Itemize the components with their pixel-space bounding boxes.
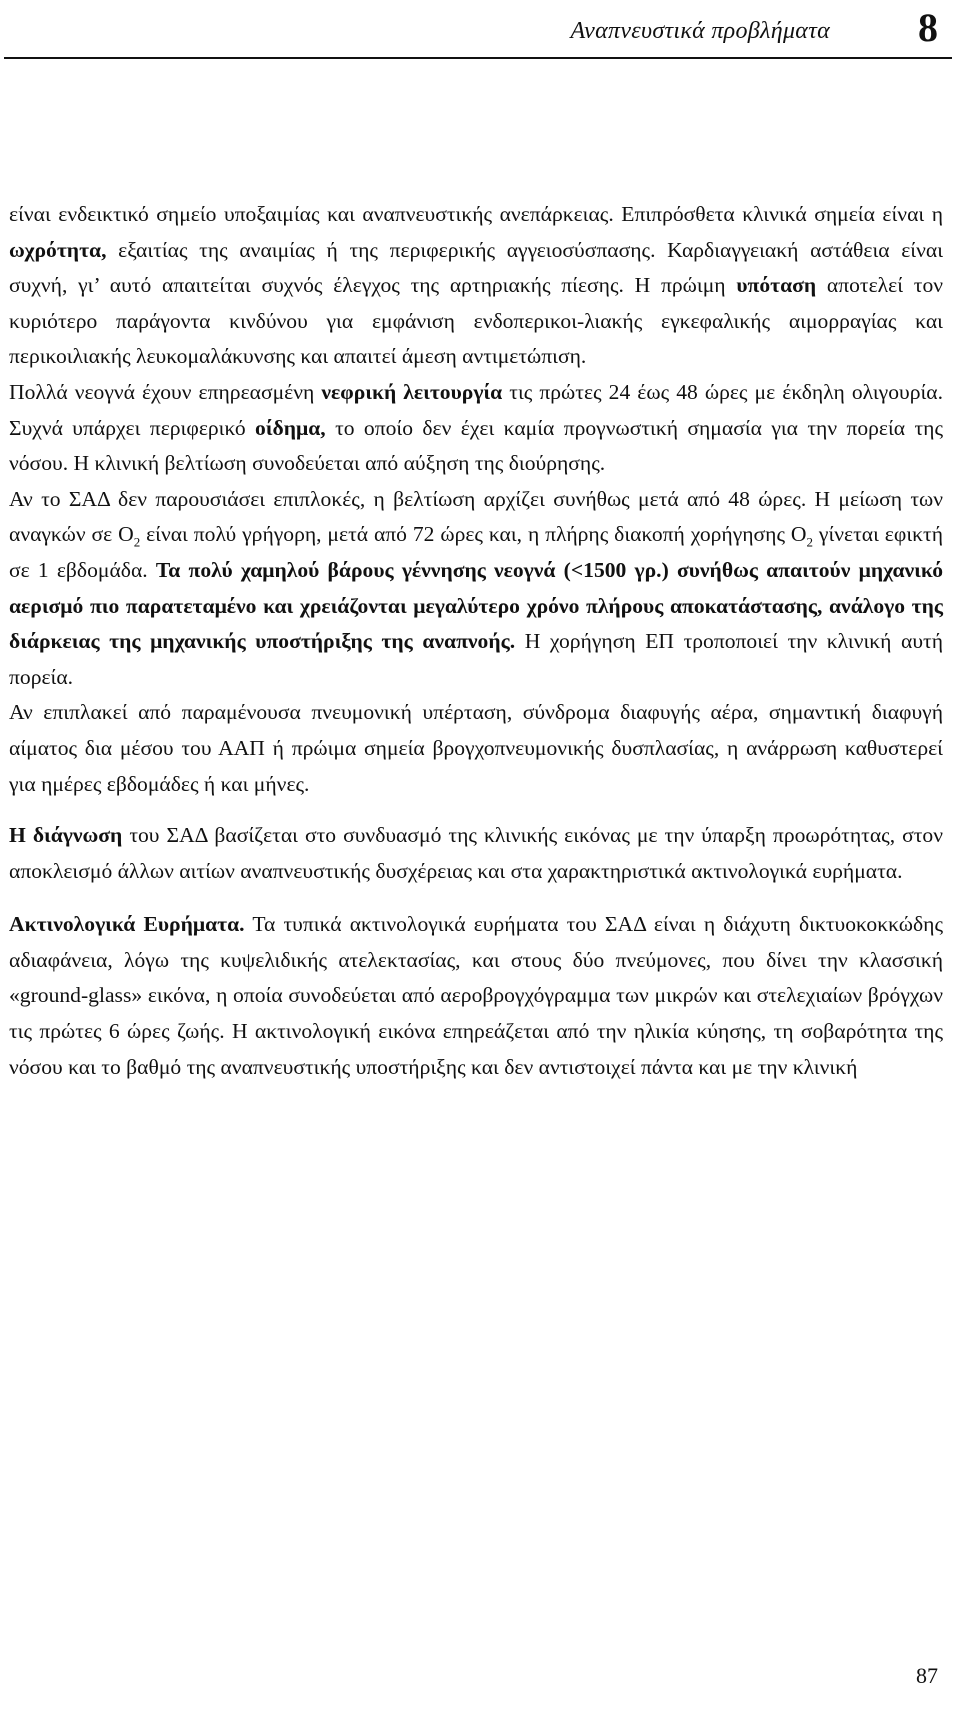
paragraph-diagnosis xyxy=(9,818,943,889)
text-run: Αν επιπλακεί από παραμένουσα πνευμονική υπέρταση, σύνδρομα διαφυγής αέρα, σημαντική διαφυγή αίματος δια μέσου του ΑΑΠ ή πρώιμα σημεία βρογχοπνευμονικής δυσπλασίας, η ανάρρωση καθυστερεί για ημέρες εβδομάδες ή και μήνες. xyxy=(9,700,943,796)
bold-term-diagnosis: Η διάγνωση xyxy=(9,823,123,848)
text-run: γίνεται εφικτή σε 1 εβδομάδα. xyxy=(9,522,943,582)
text-run: το οποίο δεν έχει καμία προγνωστική σημασία για την πορεία της νόσου. Η κλινική βελτίωση συνοδεύεται από αύξηση της διούρησης. xyxy=(9,415,944,476)
subscript: 2 xyxy=(133,534,141,550)
chapter-title: Αναπνευστικά προβλήματα xyxy=(570,18,830,44)
paragraph-complications xyxy=(9,695,943,802)
bold-term-renal-function: νεφρική λειτουργία xyxy=(321,379,503,404)
text-run: αποτελεί τον κυριότερο παράγοντα κινδύνου για εμφάνιση ενδοπερικοι-λιακής εγκεφαλικής αιμορραγίας και περικοιλιακής λευκομαλάκυνσης και απαιτεί άμεση αντιμετώπιση. xyxy=(9,273,943,369)
bold-statement-vlbw: Τα πολύ χαμηλού βάρους γέννησης νεογνά (<1500 γρ.) συνήθως απαιτούν μηχανικό αερισμό πιο παρατεταμένο και χρειάζονται μεγαλύτερο χρόνο πλήρους αποκατάστασης, ανάλογο της διάρκειας της μηχανικής υποστήριξης της αναπνοής. xyxy=(9,557,943,654)
paragraph-course xyxy=(9,482,943,696)
body-text xyxy=(9,197,943,1085)
text-run: Πολλά νεογνά έχουν επηρεασμένη xyxy=(9,379,322,404)
subscript: 2 xyxy=(806,534,814,550)
text-run: Η χορήγηση ΕΠ τροποποιεί την κλινική αυτή πορεία. xyxy=(9,629,943,689)
text-run: είναι ενδεικτικό σημείο υποξαιμίας και αναπνευστικής ανεπάρκειας. Επιπρόσθετα κλινικά σημεία είναι η xyxy=(9,202,943,226)
bold-term-pallor: ωχρότητα, xyxy=(9,237,107,262)
text-run: του ΣΑΔ βασίζεται στο συνδυασμό της κλινικής εικόνας με την ύπαρξη προωρότητας, στον αποκλεισμό άλλων αιτίων αναπνευστικής δυσχέρειας και στα χαρακτηριστικά ακτινολογικά ευρήματα. xyxy=(9,823,943,883)
page-number: 87 xyxy=(916,1663,938,1688)
running-header xyxy=(0,0,960,58)
text-run: εξαιτίας της αναιμίας ή της περιφερικής αγγειοσύσπασης. Καρδιαγγειακή αστάθεια είναι συχνή, γι’ αυτό απαιτείται συχνός έλεγχος της αρτηριακής πίεσης. Η πρώιμη xyxy=(9,237,943,298)
bold-heading-radiology: Ακτινολογικά Ευρήματα. xyxy=(9,912,245,937)
text-run: Αν το ΣΑΔ δεν παρουσιάσει επιπλοκές, η βελτίωση αρχίζει συνήθως μετά από 48 ώρες. Η μείωση των αναγκών σε Ο xyxy=(9,486,943,547)
bold-term-edema: οίδημα, xyxy=(255,415,326,440)
paragraph-symptoms xyxy=(9,197,943,375)
paragraph-renal xyxy=(9,375,943,482)
chapter-number: 8 xyxy=(918,5,938,50)
text-run: είναι πολύ γρήγορη, μετά από 72 ώρες και, η πλήρης διακοπή χορήγησης Ο xyxy=(140,522,807,547)
bold-term-hypotension: υπόταση xyxy=(736,273,817,298)
text-run: Τα τυπικά ακτινολογικά ευρήματα του ΣΑΔ είναι η διάχυτη δικτυοκοκκώδης αδιαφάνεια, λόγω της κυψελιδικής ατελεκτασίας, και στους δύο πνεύμονες, που δίνει την κλασσική «ground-glass» εικόνα, η οποία συνοδεύεται από αεροβρογχόγραμμα των μικρών και στελεχιαίων βρόγχων τις πρώτες 6 ώρες ζωής. Η ακτινολογική εικόνα επηρεάζεται από την ηλικία κύησης, τη σοβαρότητα της νόσου και το βαθμό της αναπνευστικής υποστήριξης και δεν αντιστοιχεί πάντα και με την κλινική xyxy=(9,912,943,1079)
text-run: τις πρώτες 24 έως 48 ώρες με έκδηλη ολιγουρία. Συχνά υπάρχει περιφερικό xyxy=(9,379,943,440)
header-rule xyxy=(4,57,952,59)
paragraph-radiology xyxy=(9,907,943,1085)
